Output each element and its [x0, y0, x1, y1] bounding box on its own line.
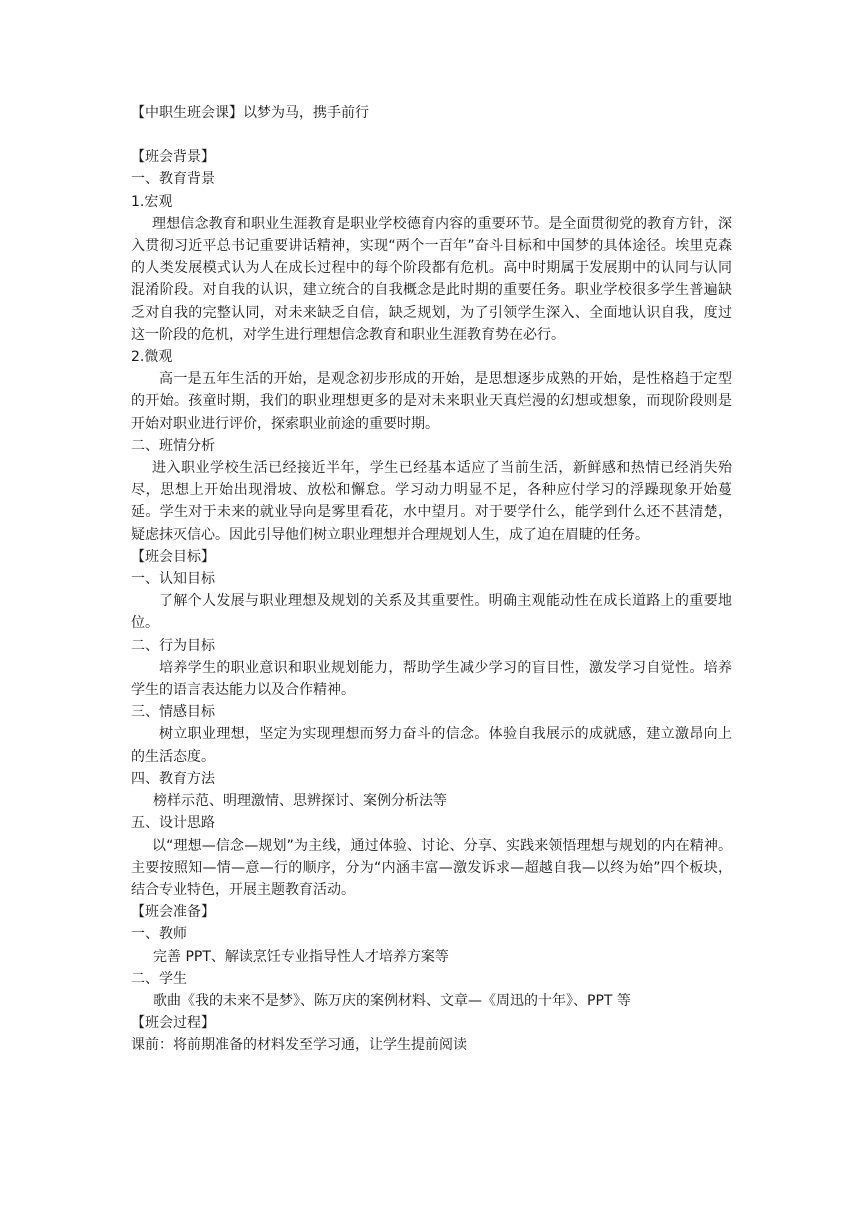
paragraph-student: 歌曲《我的未来不是梦》、陈万庆的案例材料、文章—《周迅的十年》、PPT 等 [153, 992, 631, 1009]
document-title: 【中职生班会课】以梦为马，携手前行 [131, 105, 369, 121]
subheading-education-background: 一、教育背景 [131, 171, 215, 188]
paragraph-cognitive-goal: 了解个人发展与职业理想及规划的关系及其重要性。明确主观能动性在成长道路上的重要地位。 [131, 593, 732, 632]
paragraph-micro: 高一是五年生活的开始，是观念初步形成的开始，是思想逐步成熟的开始，是性格趋于定型的开始。孩童时期，我们的职业理想更多的是对未来职业天真烂漫的幻想或想象，而现阶段则是开始对职业进行评价，探索职业前途的重要时期。 [131, 371, 732, 432]
subheading-macro: 1.宏观 [131, 193, 173, 210]
subheading-cognitive-goal: 一、认知目标 [131, 571, 215, 588]
subheading-behavior-goal: 二、行为目标 [131, 637, 215, 654]
subheading-student: 二、学生 [131, 970, 187, 987]
paragraph-teacher: 完善 PPT、解读烹饪专业指导性人才培养方案等 [153, 948, 449, 965]
section-heading-background: 【班会背景】 [131, 149, 215, 166]
paragraph-education-method: 榜样示范、明理激情、思辨探讨、案例分析法等 [153, 793, 447, 810]
blank-line [131, 124, 732, 146]
paragraph-macro: 理想信念教育和职业生涯教育是职业学校德育内容的重要环节。是全面贯彻党的教育方针，深入贯彻习近平总书记重要讲话精神，实现“两个一百年”奋斗目标和中国梦的具体途径。埃里克森的人类发展模式认为人在成长过程中的每个阶段都有危机。高中时期属于发展期中的认同与认同混淆阶段。对自我的认识，建立统合的自我概念是此时期的重要任务。职业学校很多学生普遍缺乏对自我的完整认同，对未来缺乏自信，缺乏规划，为了引领学生深入、全面地认识自我，度过这一阶段的危机，对学生进行理想信念教育和职业生涯教育势在必行。 [131, 215, 732, 343]
section-heading-goals: 【班会目标】 [131, 548, 215, 565]
paragraph-design-idea: 以“理想—信念—规划”为主线，通过体验、讨论、分享、实践来领悟理想与规划的内在精神。主要按照知—情—意—行的顺序，分为“内涵丰富—激发诉求—超越自我—以终为始”四个板块，结合专业特色，开展主题教育活动。 [131, 837, 732, 898]
section-heading-preparation: 【班会准备】 [131, 904, 215, 921]
subheading-class-analysis: 二、班情分析 [131, 437, 215, 454]
paragraph-emotion-goal: 树立职业理想，坚定为实现理想而努力奋斗的信念。体验自我展示的成就感，建立激昂向上的生活态度。 [131, 726, 732, 765]
subheading-teacher: 一、教师 [131, 926, 187, 943]
subheading-design-idea: 五、设计思路 [131, 815, 215, 832]
subheading-micro: 2.微观 [131, 349, 173, 366]
subheading-emotion-goal: 三、情感目标 [131, 704, 215, 721]
subheading-education-method: 四、教育方法 [131, 770, 215, 787]
paragraph-class-analysis: 进入职业学校生活已经接近半年，学生已经基本适应了当前生活，新鲜感和热情已经消失殆尽，思想上开始出现滑坡、放松和懈怠。学习动力明显不足，各种应付学习的浮躁现象开始蔓延。学生对于未来的就业导向是雾里看花，水中望月。对于要学什么，能学到什么还不甚清楚，疑虑抹灭信心。因此引导他们树立职业理想并合理规划人生，成了迫在眉睫的任务。 [131, 460, 732, 543]
paragraph-process-before-class: 课前：将前期准备的材料发至学习通，让学生提前阅读 [131, 1037, 467, 1054]
section-heading-process: 【班会过程】 [131, 1015, 215, 1032]
paragraph-behavior-goal: 培养学生的职业意识和职业规划能力，帮助学生减少学习的盲目性，激发学习自觉性。培养学生的语言表达能力以及合作精神。 [131, 659, 732, 699]
